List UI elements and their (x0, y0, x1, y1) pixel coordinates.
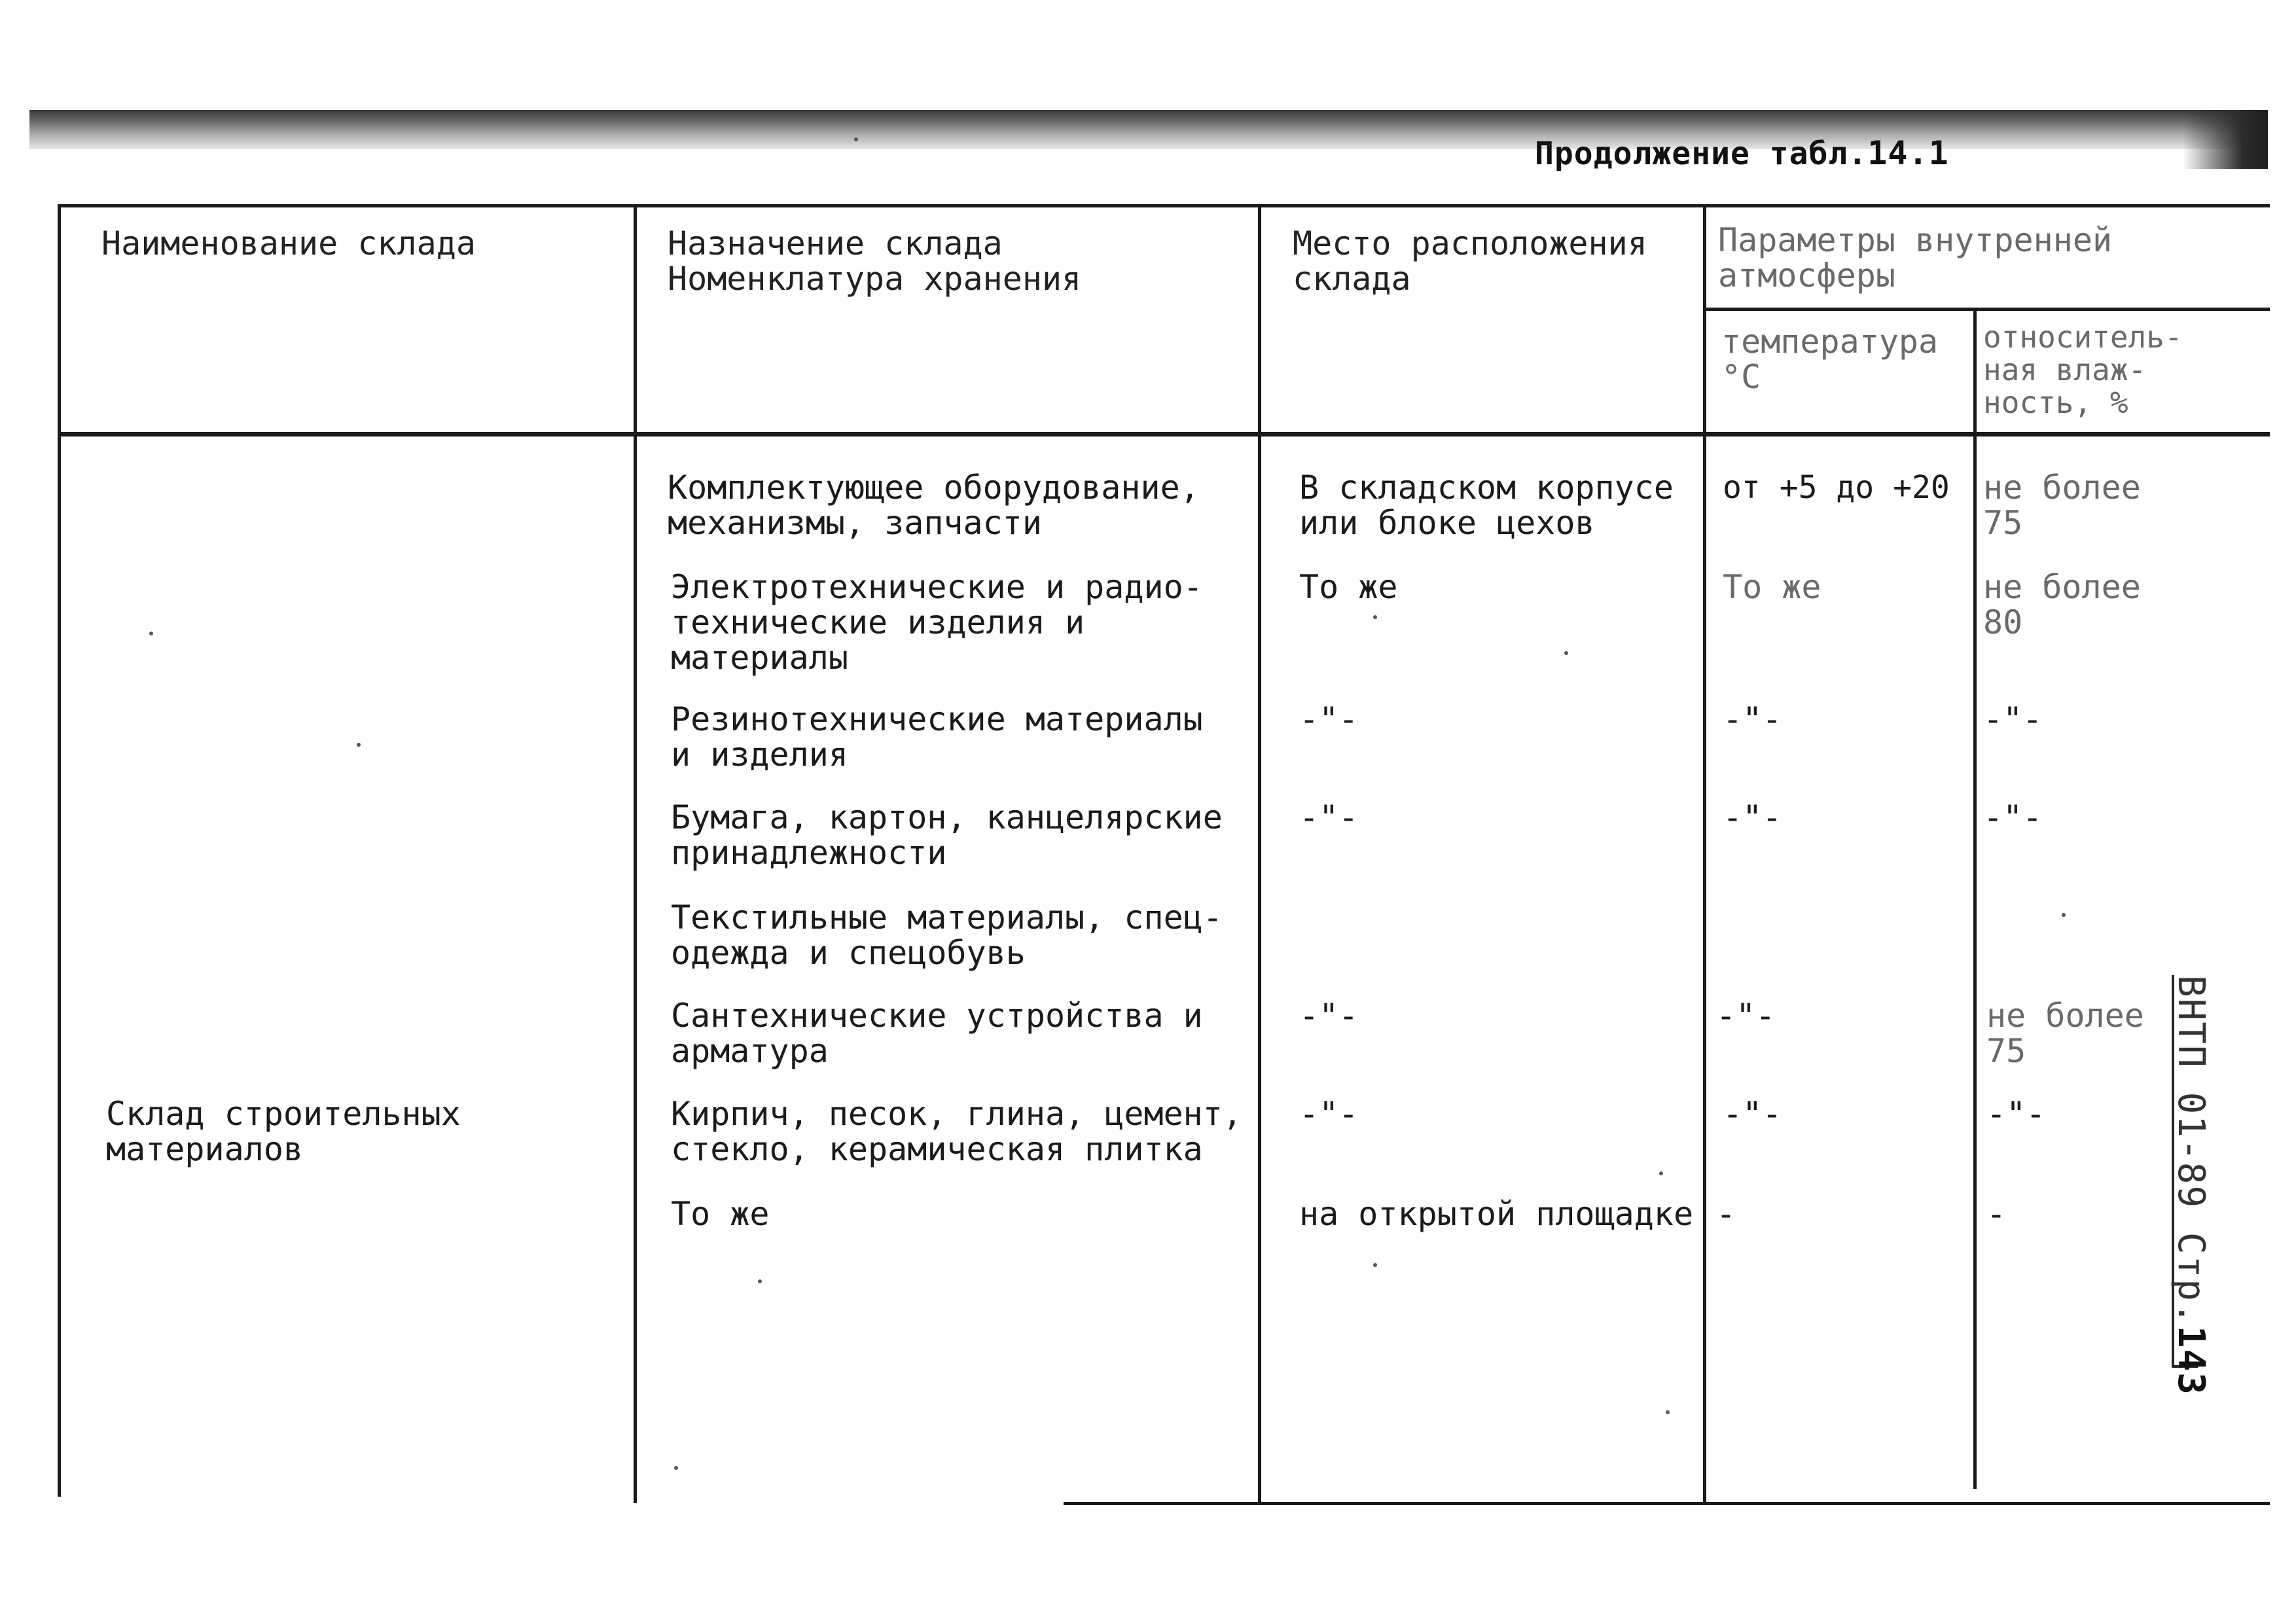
side-page-prefix: Стр. (2170, 1232, 2212, 1326)
table-left-border (58, 204, 61, 1497)
header-humidity: относитель- ная влаж- ность, % (1983, 319, 2183, 420)
row2-location: То же (1299, 568, 1398, 606)
row8-location: на открытой площадке (1299, 1195, 1694, 1233)
row6-humidity: не более 75 (1986, 997, 2144, 1070)
col-divider-1 (634, 204, 637, 1503)
row8-temperature: - (1716, 1195, 1736, 1233)
row4-temperature: -"- (1723, 798, 1782, 836)
continuation-label: Продолжение табл. (1535, 135, 1868, 172)
row7-humidity: -"- (1986, 1095, 2046, 1133)
row6-location: -"- (1299, 997, 1359, 1035)
scan-speck (1659, 1171, 1663, 1175)
row4-purpose: Бумага, картон, канцелярские принадлежности (671, 798, 1223, 872)
scan-speck (1564, 651, 1568, 655)
row3-purpose: Резинотехнические материалы и изделия (671, 700, 1203, 774)
row7-warehouse-name: Склад строительных материалов (106, 1095, 461, 1168)
row4-location: -"- (1299, 798, 1359, 836)
scan-speck (1373, 1263, 1377, 1267)
col-divider-2 (1258, 204, 1261, 1503)
table-bottom-border (1064, 1502, 2270, 1505)
continuation-table-number: 14.1 (1867, 134, 1949, 172)
row6-purpose: Сантехнические устройства и арматура (671, 997, 1203, 1070)
scan-speck (674, 1466, 678, 1470)
col-divider-4 (1973, 308, 1977, 1489)
row2-purpose: Электротехнические и радио- технические изделия и материалы (671, 568, 1203, 677)
row2-temperature: То же (1723, 568, 1821, 606)
header-location: Место расположения склада (1293, 224, 1647, 298)
side-page-number: 143 (2170, 1325, 2212, 1396)
side-code: ВНТП 01-89 (2170, 975, 2212, 1209)
row7-location: -"- (1299, 1095, 1359, 1133)
scan-speck (149, 632, 153, 635)
scan-speck (2062, 913, 2066, 917)
row7-temperature: -"- (1723, 1095, 1782, 1133)
scan-speck (758, 1279, 762, 1283)
row5-purpose: Текстильные материалы, спец- одежда и спецобувь (671, 899, 1223, 972)
col-divider-3 (1703, 204, 1706, 1503)
row1-location: В складском корпусе или блоке цехов (1299, 469, 1674, 542)
header-purpose: Назначение склада Номенклатура хранения (668, 224, 1082, 298)
header-warehouse-name: Наименование склада (101, 224, 476, 262)
table-continuation-caption (1535, 134, 1949, 172)
row4-humidity: -"- (1983, 798, 2043, 836)
header-atmosphere-params: Параметры внутренней атмосферы (1718, 221, 2113, 294)
row1-temperature: от +5 до +20 (1723, 469, 1950, 506)
row6-temperature: -"- (1716, 997, 1776, 1035)
side-document-code (2170, 975, 2212, 1396)
row2-humidity: не более 80 (1983, 568, 2141, 641)
row7-purpose: Кирпич, песок, глина, цемент, стекло, керамическая плитка (671, 1095, 1242, 1168)
header-bottom-border (60, 432, 2270, 437)
row3-humidity: -"- (1983, 700, 2043, 738)
row8-purpose: То же (671, 1195, 770, 1233)
scan-speck (1666, 1410, 1670, 1414)
row3-temperature: -"- (1723, 700, 1782, 738)
row8-humidity: - (1986, 1195, 2007, 1233)
row3-location: -"- (1299, 700, 1359, 738)
scan-speck (357, 743, 361, 747)
table-top-border (58, 204, 2270, 207)
row1-purpose: Комплектующее оборудование, механизмы, запчасти (668, 469, 1200, 542)
param-subheader-divider (1703, 308, 2270, 311)
scan-speck (1373, 615, 1377, 619)
row1-humidity: не более 75 (1983, 469, 2141, 542)
scan-speck (854, 137, 858, 141)
header-temperature: температура °C (1721, 323, 1939, 396)
